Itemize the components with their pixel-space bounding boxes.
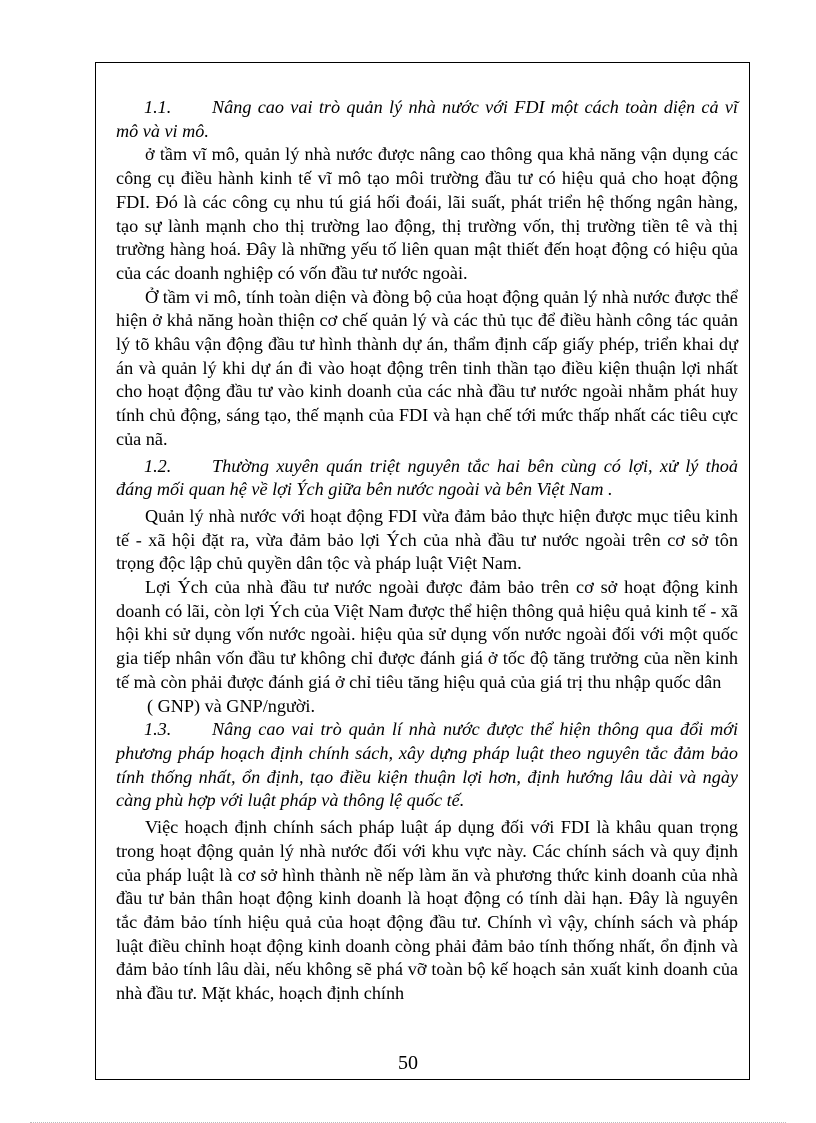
paragraph: Việc hoạch định chính sách pháp luật áp dụng đối với FDI là khâu quan trọng trong hoạt động quản lý nhà nước đối với khu vực này. Các chính sách và quy định của pháp luật là cơ sở hình thành nề nếp làm ăn và phương thức kinh doanh của nhà đầu tư bản thân hoạt động kinh doanh là hoạt động có tính dài hạn. Đây là nguyên tắc đảm bảo tính hiệu quả của hoạt động đầu tư. Chính vì vậy, chính sách và pháp luật điều chỉnh hoạt động kinh doanh còng phải đảm bảo tính thống nhất, ổn định và đảm bảo tính lâu dài, nếu không sẽ phá vỡ toàn bộ kế hoạch sản xuất kinh doanh của nhà đầu tư. Mặt khác, hoạch định chính — [116, 817, 738, 1004]
document-body — [116, 96, 738, 1006]
section-heading-text: Nâng cao vai trò quản lí nhà nước được thể hiện thông qua đổi mới phương pháp hoạch định chính sách, xây dựng pháp luật theo nguyên tắc đảm bảo tính thống nhất, ổn định, tạo điều kiện thuận lợi hơn, định hướng lâu dài và ngày càng phù hợp với luật pháp và thông lệ quốc tế. — [116, 719, 738, 811]
paragraph: Ở tầm vi mô, tính toàn diện và đòng bộ của hoạt động quản lý nhà nước được thể hiện ở khả năng hoàn thiện cơ chế quản lý và các thủ tục để điều hành công tác quản lý tõ khâu vận động đầu tư hình thành dự án, thẩm định cấp giấy phép, triển khai dự án và quản lý khi dự án đi vào hoạt động trên tinh thần tạo điều kiện thuận lợi nhất cho hoạt động đầu tư vào kinh doanh của các nhà đầu tư nước ngoài nhằm phát huy tính chủ động, sáng tạo, thế mạnh của FDI và hạn chế tới mức thấp nhất các tiêu cực của nã. — [116, 286, 738, 449]
section-number: 1.1. — [144, 97, 172, 117]
paragraph-continuation: ( GNP) và GNP/người. — [147, 695, 316, 716]
paragraph: Quản lý nhà nước với hoạt động FDI vừa đảm bảo thực hiện được mục tiêu kinh tế - xã hội đặt ra, vừa đảm bảo lợi Ých của nhà đầu tư nước ngoài trên cơ sở tôn trọng độc lập chủ quyền dân tộc và pháp luật Việt Nam. — [116, 505, 738, 574]
section-heading — [116, 96, 738, 143]
section-heading — [116, 455, 738, 502]
paragraph: Lợi Ých của nhà đầu tư nước ngoài được đảm bảo trên cơ sở hoạt động kinh doanh có lãi, còn lợi Ých của Việt Nam được thể hiện thông quả hiệu quả kinh tế - xã hội khi sử dụng vốn nước ngoài. hiệu qủa sử dụng vốn nước ngoài đối với một quốc gia tiếp nhân vốn đầu tư không chỉ được đánh giá ở tốc độ tăng trưởng của nền kinh tế mà còn phải được đánh giá ở chỉ tiêu tăng hiệu quả của giá trị thu nhập quốc dân — [116, 577, 738, 692]
section-heading-text: Thường xuyên quán triệt nguyên tắc hai bên cùng có lợi, xử lý thoả đáng mối quan hệ về lợi Ých giữa bên nước ngoài và bên Việt Nam . — [116, 455, 738, 500]
paragraph: ở tầm vĩ mô, quản lý nhà nước được nâng cao thông qua khả năng vận dụng các công cụ điều hành kinh tế vĩ mô tạo môi trường đầu tư có hiệu quả cho hoạt động FDI. Đó là các công cụ nhu tú giá hối đoái, lãi suất, phát triển hệ thống ngân hàng, tạo sự lành mạnh cho thị trường lao động, thị trường vốn, thị trường tiền tê và thị trường hàng hoá. Đây là những yếu tố liên quan mật thiết đến hoạt động có hiệu qủa của các doanh nghiệp có vốn đầu tư nước ngoài. — [116, 144, 738, 283]
section-heading — [116, 718, 738, 813]
section-number: 1.2. — [144, 455, 172, 476]
section-heading-text: Nâng cao vai trò quản lý nhà nước với FDI một cách toàn diện cả vĩ mô và vi mô. — [116, 97, 738, 141]
section-number: 1.3. — [144, 719, 172, 740]
page-number: 50 — [398, 1052, 418, 1074]
